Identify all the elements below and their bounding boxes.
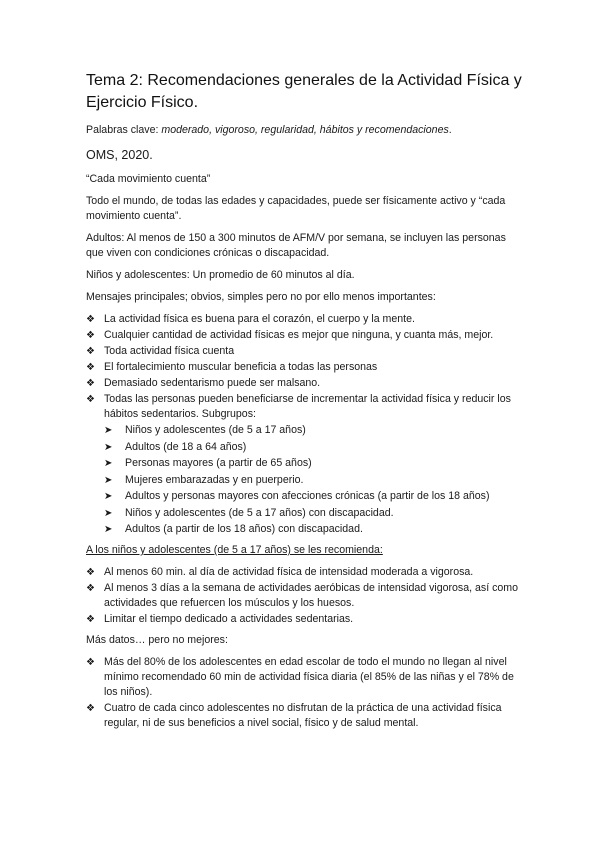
list-item: ❖ Cuatro de cada cinco adolescentes no disfrutan de la práctica de una actividad física regular, ni de sus beneficios a nivel social, físico y de salud mental. — [86, 702, 502, 729]
arrow-bullet-icon: ➤ — [104, 524, 113, 535]
sub-list-item: ➤ Adultos (de 18 a 64 años) — [104, 440, 247, 453]
paragraph-adults: Adultos: Al menos de 150 a 300 minutos de AFM/V por semana, se incluyen las personas que viven con condiciones crónicas o discapacidad. — [86, 232, 506, 259]
more-data-heading: Más datos… pero no mejores: — [86, 634, 228, 646]
arrow-bullet-icon: ➤ — [104, 507, 113, 519]
diamond-bullet-icon: ❖ — [86, 378, 95, 389]
arrow-bullet-icon: ➤ — [104, 458, 113, 469]
subgroups-list — [104, 423, 526, 537]
diamond-bullet-icon: ❖ — [86, 614, 95, 625]
sub-list-item: ➤ Adultos y personas mayores con afecciones crónicas (a partir de los 18 años) — [104, 490, 490, 502]
document-page — [86, 70, 526, 737]
arrow-bullet-icon: ➤ — [104, 425, 113, 436]
document-title: Tema 2: Recomendaciones generales de la Actividad Física y Ejercicio Físico. — [86, 72, 522, 111]
kids-recommendations-heading: A los niños y adolescentes (de 5 a 17 años) se les recomienda: — [86, 544, 383, 556]
more-data-list — [86, 655, 526, 731]
diamond-bullet-icon: ❖ — [86, 346, 95, 357]
kids-recommendations-list — [86, 565, 526, 627]
sub-list-item: ➤ Niños y adolescentes (de 5 a 17 años) — [104, 424, 306, 436]
keywords-line — [86, 123, 526, 138]
list-item: ❖ Cualquier cantidad de actividad físicas es mejor que ninguna, y cuanta más, mejor. — [86, 329, 494, 341]
messages-list — [86, 312, 526, 537]
diamond-bullet-icon: ❖ — [86, 703, 95, 714]
paragraph-messages: Mensajes principales; obvios, simples pero no por ello menos importantes: — [86, 291, 436, 303]
arrow-bullet-icon: ➤ — [104, 491, 113, 502]
keywords-end: . — [448, 124, 452, 136]
list-item: ❖ Al menos 60 min. al día de actividad física de intensidad moderada a vigorosa. — [86, 566, 474, 578]
list-item: ❖ Más del 80% de los adolescentes en edad escolar de todo el mundo no llegan al nivel mínimo recomendado 60 min de actividad física diaria (el 85% de las niñas y el 78% de los niños). — [86, 656, 514, 698]
sub-list-item: ➤ Personas mayores (a partir de 65 años) — [104, 457, 312, 469]
list-item: ❖ Al menos 3 días a la semana de actividades aeróbicas de intensidad vigorosa, así como actividades que refuercen los músculos y los huesos. — [86, 582, 518, 609]
diamond-bullet-icon: ❖ — [86, 657, 95, 668]
keywords-label: Palabras clave: — [86, 124, 162, 136]
sub-list-item: ➤ Niños y adolescentes (de 5 a 17 años) con discapacidad. — [104, 506, 394, 519]
list-item: ❖ Todas las personas pueden beneficiarse de incrementar la actividad física y reducir los hábitos sedentarios. Subgrupos: ➤ Niños y adolescentes (de 5 a 17 años) ➤ Adultos (de 18 a 64 años) ➤ Personas mayores (a partir de 65 años) ➤ Mujeres embarazadas y en puerperio. ➤ Adultos y personas mayores con afecciones crónicas (a partir de los 18 años) ➤ Niños y adolescentes (de 5 a 17 años) con discapacidad. ➤ Adultos (a partir de los 18 años) con discapacidad. — [86, 392, 526, 537]
list-item: ❖ Toda actividad física cuenta — [86, 345, 235, 357]
source-heading: OMS, 2020. — [86, 148, 153, 162]
diamond-bullet-icon: ❖ — [86, 362, 95, 373]
list-item: ❖ La actividad física es buena para el corazón, el cuerpo y la mente. — [86, 313, 415, 325]
paragraph-everyone: Todo el mundo, de todas las edades y capacidades, puede ser físicamente activo y “cada movimiento cuenta”. — [86, 195, 506, 222]
sub-list-item: ➤ Adultos (a partir de los 18 años) con discapacidad. — [104, 523, 363, 535]
list-item: ❖ Demasiado sedentarismo puede ser malsano. — [86, 377, 321, 389]
diamond-bullet-icon: ❖ — [86, 583, 95, 594]
diamond-bullet-icon: ❖ — [86, 394, 95, 405]
keywords-terms: moderado, vigoroso, regularidad, hábitos y recomendaciones — [161, 124, 449, 136]
paragraph-kids: Niños y adolescentes: Un promedio de 60 minutos al día. — [86, 269, 355, 281]
sub-list-item: ➤ Mujeres embarazadas y en puerperio. — [104, 473, 304, 486]
diamond-bullet-icon: ❖ — [86, 567, 95, 578]
arrow-bullet-icon: ➤ — [104, 441, 113, 453]
list-item: ❖ El fortalecimiento muscular beneficia a todas las personas — [86, 361, 378, 373]
diamond-bullet-icon: ❖ — [86, 314, 95, 325]
diamond-bullet-icon: ❖ — [86, 330, 95, 341]
quote-line: “Cada movimiento cuenta” — [86, 173, 211, 185]
list-item: ❖ Limitar el tiempo dedicado a actividades sedentarias. — [86, 613, 354, 625]
arrow-bullet-icon: ➤ — [104, 474, 113, 486]
